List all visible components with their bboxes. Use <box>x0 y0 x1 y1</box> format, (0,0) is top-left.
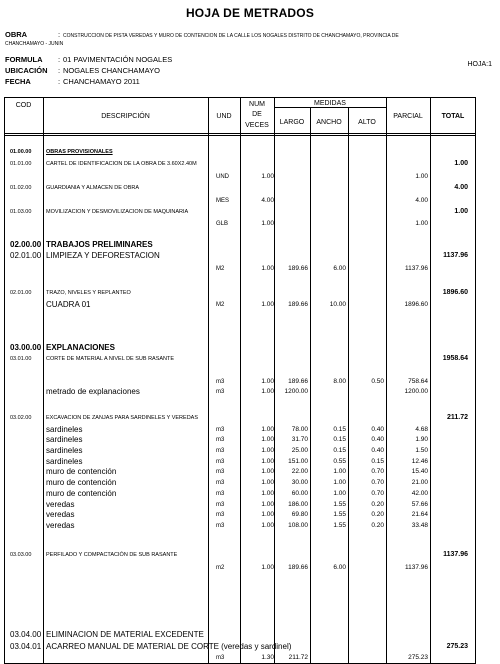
cell-num: 1.00 <box>261 220 274 227</box>
cell-num: 1.00 <box>261 426 274 433</box>
cell-ancho: 0.55 <box>333 458 346 465</box>
cell-ancho: 1.55 <box>333 522 346 529</box>
cell-code: 01.01.00 <box>10 161 32 167</box>
cell-alto: 0.20 <box>371 522 384 529</box>
cell-und: m3 <box>216 379 225 385</box>
cell-desc: veredas <box>46 500 75 509</box>
cell-desc: veredas <box>46 521 75 530</box>
cell-parcial: 42.00 <box>411 490 428 497</box>
cell-parcial: 758.64 <box>408 378 428 385</box>
cell-num: 1.00 <box>261 458 274 465</box>
cell-ancho: 8.00 <box>333 378 346 385</box>
cell-parcial: 33.48 <box>411 522 428 529</box>
cell-und: m3 <box>216 491 225 497</box>
table-row <box>0 521 500 531</box>
cell-num: 1.00 <box>261 301 274 308</box>
cell-num: 1.00 <box>261 378 274 385</box>
cell-num: 1.00 <box>261 522 274 529</box>
cell-ancho: 6.00 <box>333 564 346 571</box>
cell-und: m3 <box>216 389 225 395</box>
cell-num: 1.00 <box>261 511 274 518</box>
cell-und: m3 <box>216 437 225 443</box>
cell-largo: 189.66 <box>288 301 308 308</box>
cell-parcial: 275.23 <box>408 654 428 661</box>
cell-largo: 189.66 <box>288 564 308 571</box>
cell-parcial: 21.00 <box>411 479 428 486</box>
header-cod: COD <box>15 102 32 109</box>
cell-parcial: 1.00 <box>415 220 428 227</box>
cell-code: 03.03.00 <box>10 552 32 558</box>
cell-parcial: 1137.96 <box>404 564 428 571</box>
cell-num: 1.00 <box>261 479 274 486</box>
cell-largo: 189.66 <box>288 378 308 385</box>
cell-code: 03.01.00 <box>10 356 32 362</box>
cell-desc: metrado de explanaciones <box>46 387 140 396</box>
cell-num: 1.00 <box>261 501 274 508</box>
table-row <box>0 343 500 353</box>
cell-desc: TRABAJOS PRELIMINARES <box>46 240 153 249</box>
cell-code: 02.01.00 <box>10 251 42 260</box>
cell-parcial: 21.64 <box>411 511 428 518</box>
cell-desc: sardineles <box>46 457 83 466</box>
obra-colon: : <box>58 30 61 39</box>
formula-label: FORMULA <box>5 55 43 64</box>
cell-ancho: 1.00 <box>333 468 346 475</box>
cell-und: m3 <box>216 448 225 454</box>
cell-desc: MOVILIZACION Y DESMOVILIZACION DE MAQUINARIA <box>46 209 189 215</box>
cell-num: 1.00 <box>261 436 274 443</box>
cell-num: 1.00 <box>261 173 274 180</box>
cell-ancho: 1.55 <box>333 501 346 508</box>
cell-total: 1896.60 <box>442 289 468 296</box>
cell-total: 4.00 <box>454 184 468 191</box>
header-alto: ALTO <box>358 119 376 126</box>
cell-ancho: 1.00 <box>333 490 346 497</box>
cell-largo: 30.00 <box>291 479 308 486</box>
cell-parcial: 12.46 <box>411 458 428 465</box>
cell-desc: OBRAS PROVISIONALES <box>46 149 113 155</box>
formula-colon: : <box>58 55 61 64</box>
table-row <box>0 219 500 229</box>
table-row <box>0 425 500 435</box>
cell-parcial: 1.90 <box>415 436 428 443</box>
cell-code: 01.00.00 <box>10 149 32 155</box>
cell-ancho: 0.15 <box>333 426 346 433</box>
cell-num: 1.00 <box>261 468 274 475</box>
cell-ancho: 1.00 <box>333 479 346 486</box>
cell-parcial: 57.66 <box>411 501 428 508</box>
cell-und: m2 <box>216 565 225 571</box>
header-largo: LARGO <box>279 119 305 126</box>
cell-num: 4.00 <box>261 197 274 204</box>
cell-num: 1.00 <box>261 447 274 454</box>
cell-und: m3 <box>216 523 225 529</box>
table-row <box>0 183 500 193</box>
cell-desc: TRAZO, NIVELES Y REPLANTEO <box>46 290 131 296</box>
cell-largo: 60.00 <box>291 490 308 497</box>
cell-und: m3 <box>216 502 225 508</box>
cell-code: 03.04.00 <box>10 630 42 639</box>
cell-num: 1.00 <box>261 388 274 395</box>
table-row <box>0 489 500 499</box>
cell-und: m3 <box>216 512 225 518</box>
header-und: UND <box>216 113 232 120</box>
table-row <box>0 354 500 364</box>
cell-ancho: 0.15 <box>333 436 346 443</box>
cell-parcial: 1.00 <box>415 173 428 180</box>
cell-desc: CUADRA 01 <box>46 300 91 309</box>
cell-desc: LIMPIEZA Y DEFORESTACION <box>46 251 160 260</box>
cell-code: 02.01.00 <box>10 290 32 296</box>
header-total: TOTAL <box>441 113 465 120</box>
table-row <box>0 387 500 397</box>
table-row <box>0 435 500 445</box>
cell-total: 211.72 <box>446 414 468 421</box>
cell-largo: 189.66 <box>288 265 308 272</box>
cell-parcial: 1200.00 <box>404 388 428 395</box>
cell-largo: 31.70 <box>291 436 308 443</box>
cell-largo: 1200.00 <box>284 388 308 395</box>
cell-parcial: 15.40 <box>411 468 428 475</box>
cell-und: M2 <box>216 266 225 272</box>
cell-largo: 78.00 <box>291 426 308 433</box>
cell-und: m3 <box>216 469 225 475</box>
cell-und: m3 <box>216 655 225 661</box>
page-number: HOJA:1 <box>467 61 492 68</box>
table-row <box>0 478 500 488</box>
cell-largo: 108.00 <box>288 522 308 529</box>
cell-desc: sardineles <box>46 435 83 444</box>
cell-total: 1.00 <box>454 208 468 215</box>
cell-und: M2 <box>216 302 225 308</box>
cell-desc: muro de contención <box>46 467 117 476</box>
header-descripcion: DESCRIPCIÓN <box>101 113 150 120</box>
table-row <box>0 240 500 250</box>
header-ancho: ANCHO <box>316 119 342 126</box>
cell-largo: 25.00 <box>291 447 308 454</box>
cell-largo: 186.00 <box>288 501 308 508</box>
table-row <box>0 377 500 387</box>
cell-desc: EXCAVACION DE ZANJAS PARA SARDINELES Y VEREDAS <box>46 415 199 421</box>
obra-value: CONSTRUCCION DE PISTA VEREDAS Y MURO DE CONTENCION DE LA CALLE LOS NOGALES DISTRITO DE CHANCHAMAYO, PROVINCIA DE <box>63 33 399 39</box>
cell-largo: 69.80 <box>291 511 308 518</box>
formula-value: 01 PAVIMENTACIÓN NOGALES <box>63 55 173 64</box>
cell-parcial: 4.68 <box>415 426 428 433</box>
cell-code: 03.02.00 <box>10 415 32 421</box>
cell-ancho: 10.00 <box>329 301 346 308</box>
table-row <box>0 300 500 310</box>
table-row <box>0 500 500 510</box>
cell-total: 1137.96 <box>443 551 468 558</box>
cell-alto: 0.40 <box>371 426 384 433</box>
cell-und: GLB <box>216 221 229 227</box>
table-row <box>0 510 500 520</box>
cell-code: 01.03.00 <box>10 209 32 215</box>
cell-parcial: 1.50 <box>415 447 428 454</box>
cell-alto: 0.70 <box>371 490 384 497</box>
cell-alto: 0.70 <box>371 479 384 486</box>
cell-total: 1958.64 <box>442 355 468 362</box>
cell-desc: ELIMINACION DE MATERIAL EXCEDENTE <box>46 630 204 639</box>
fecha-value: CHANCHAMAYO 2011 <box>63 77 140 86</box>
table-row <box>0 550 500 560</box>
cell-desc: ACARREO MANUAL DE MATERIAL DE CORTE (veredas y sardinel) <box>46 642 292 651</box>
cell-alto: 0.20 <box>371 511 384 518</box>
cell-total: 275.23 <box>446 643 468 650</box>
cell-desc: veredas <box>46 510 75 519</box>
cell-desc: PERFILADO Y COMPACTACIÓN DE SUB RASANTE <box>46 552 178 558</box>
cell-largo: 22.00 <box>291 468 308 475</box>
cell-ancho: 0.15 <box>333 447 346 454</box>
cell-alto: 0.40 <box>371 447 384 454</box>
cell-code: 02.00.00 <box>10 240 42 249</box>
table-row <box>0 467 500 477</box>
cell-largo: 211.72 <box>288 654 308 661</box>
cell-largo: 151.00 <box>288 458 308 465</box>
cell-desc: muro de contención <box>46 489 117 498</box>
cell-num: 1.00 <box>261 265 274 272</box>
cell-und: m3 <box>216 480 225 486</box>
cell-und: m3 <box>216 459 225 465</box>
header-parcial: PARCIAL <box>393 113 423 120</box>
cell-und: m3 <box>216 427 225 433</box>
cell-num: 1.00 <box>261 564 274 571</box>
table-row <box>0 172 500 182</box>
cell-parcial: 1137.96 <box>404 265 428 272</box>
cell-desc: GUARDIANIA Y ALMACEN DE OBRA <box>46 185 140 191</box>
cell-desc: muro de contención <box>46 478 117 487</box>
cell-alto: 0.15 <box>371 458 384 465</box>
ubicacion-value: NOGALES CHANCHAMAYO <box>63 66 160 75</box>
cell-parcial: 4.00 <box>415 197 428 204</box>
document-title: HOJA DE METRADOS <box>185 6 315 20</box>
header-veces: VECES <box>245 122 269 129</box>
cell-total: 1.00 <box>454 160 468 167</box>
cell-desc: CORTE DE MATERIAL A NIVEL DE SUB RASANTE <box>46 356 175 362</box>
cell-code: 03.00.00 <box>10 343 42 352</box>
table-row <box>0 207 500 217</box>
ubicacion-colon: : <box>58 66 61 75</box>
cell-alto: 0.20 <box>371 501 384 508</box>
cell-parcial: 1896.60 <box>404 301 428 308</box>
cell-alto: 0.70 <box>371 468 384 475</box>
obra-label: OBRA <box>5 30 28 39</box>
table-row <box>0 413 500 423</box>
cell-desc: sardineles <box>46 425 83 434</box>
cell-ancho: 1.55 <box>333 511 346 518</box>
cell-und: UND <box>216 174 229 180</box>
header-de: DE <box>252 111 262 118</box>
table-row <box>0 630 500 640</box>
cell-num: 1.00 <box>261 490 274 497</box>
cell-total: 1137.96 <box>443 252 468 259</box>
cell-code: 03.04.01 <box>10 642 42 651</box>
table-row <box>0 642 500 652</box>
table-row <box>0 196 500 206</box>
table-row <box>0 288 500 298</box>
table-row <box>0 653 500 663</box>
table-row <box>0 446 500 456</box>
cell-ancho: 6.00 <box>333 265 346 272</box>
cell-code: 01.02.00 <box>10 185 32 191</box>
fecha-colon: : <box>58 77 61 86</box>
obra-value-continued: CHANCHAMAYO - JUNIN <box>5 41 64 47</box>
table-row <box>0 147 500 157</box>
cell-num: 1.30 <box>261 654 274 661</box>
cell-alto: 0.40 <box>371 436 384 443</box>
header-medidas: MEDIDAS <box>314 100 346 107</box>
table-row <box>0 457 500 467</box>
header-num: NUM <box>249 101 265 108</box>
ubicacion-label: UBICACIÓN <box>5 66 48 75</box>
fecha-label: FECHA <box>5 77 31 86</box>
table-row <box>0 563 500 573</box>
cell-desc: sardineles <box>46 446 83 455</box>
table-row <box>0 251 500 261</box>
cell-und: MES <box>216 198 230 204</box>
cell-desc: EXPLANACIONES <box>46 343 115 352</box>
cell-desc: CARTEL DE IDENTIFICACION DE LA OBRA DE 3.60X2.40M <box>46 161 197 167</box>
table-row <box>0 159 500 169</box>
table-row <box>0 264 500 274</box>
cell-alto: 0.50 <box>371 378 384 385</box>
